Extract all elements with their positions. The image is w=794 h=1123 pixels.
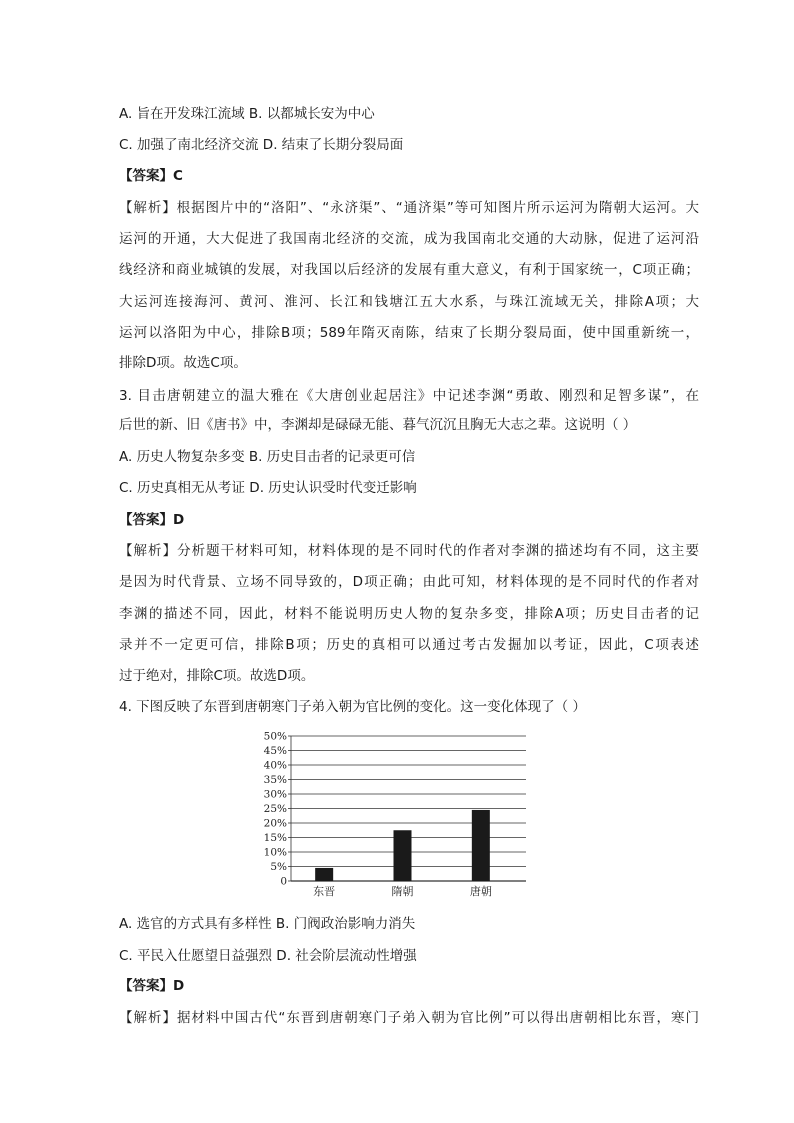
q2-opt-ab: A. 旨在开发珠江流域 B. 以都城长安为中心 [119, 106, 375, 122]
y-tick-label: 15% [263, 832, 287, 844]
q2-exp-2: 运河的开通，大大促进了我国南北经济的交流，成为我国南北交通的大动脉，促进了运河沿 [119, 231, 699, 247]
q3-exp-3: 李渊的描述不同，因此，材料不能说明历史人物的复杂多变，排除A项；历史目击者的记 [119, 606, 699, 622]
q2-exp-5: 运河以洛阳为中心，排除B项；589年隋灭南陈，结束了长期分裂局面，使中国重新统一， [119, 325, 699, 341]
bar-3 [472, 810, 490, 881]
bar-2 [394, 830, 412, 881]
y-tick-label: 25% [263, 803, 287, 815]
y-tick-label: 35% [263, 774, 287, 786]
bar-1 [315, 868, 333, 881]
q3-opt-cd: C. 历史真相无从考证 D. 历史认识受时代变迁影响 [119, 480, 417, 496]
q4-exp-1: 【解析】据材料中国古代“东晋到唐朝寒门子弟入朝为官比例”可以得出唐朝相比东晋，寒门 [119, 1010, 699, 1026]
q2-answer: 【答案】C [119, 168, 183, 184]
q4-answer: 【答案】D [119, 978, 185, 994]
q3-exp-1: 【解析】分析题干材料可知，材料体现的是不同时代的作者对李渊的描述均有不同，这主要 [119, 543, 699, 559]
y-tick-label: 40% [263, 759, 287, 772]
y-tick-label: 45% [263, 745, 287, 757]
q3-exp-4: 录并不一定更可信，排除B项；历史的真相可以通过考古发掘加以考证，因此，C项表述 [119, 637, 699, 653]
y-tick-label: 0 [280, 875, 287, 888]
y-tick-label: 10% [263, 846, 287, 859]
q2-exp-4: 大运河连接海河、黄河、淮河、长江和钱塘江五大水系，与珠江流域无关，排除A项；大 [119, 294, 699, 310]
y-tick-label: 50% [263, 730, 287, 743]
q4-opt-cd: C. 平民入仕愿望日益强烈 D. 社会阶层流动性增强 [119, 948, 417, 964]
x-tick-label: 唐朝 [469, 885, 492, 898]
q2-exp-6: 排除D项。故选C项。 [119, 355, 247, 371]
q3-exp-2: 是因为时代背景、立场不同导致的，D项正确；由此可知，材料体现的是不同时代的作者对 [119, 574, 699, 590]
q2-opt-cd: C. 加强了南北经济交流 D. 结束了长期分裂局面 [119, 137, 404, 153]
q4-opt-ab: A. 选官的方式具有多样性 B. 门阀政治影响力消失 [119, 916, 416, 932]
x-tick-label: 东晋 [313, 885, 336, 898]
bar-chart [258, 728, 538, 903]
y-tick-label: 20% [263, 817, 287, 830]
q4-stem: 4. 下图反映了东晋到唐朝寒门子弟入朝为官比例的变化。这一变化体现了（ ） [119, 699, 586, 715]
y-tick-label: 5% [270, 861, 287, 873]
q3-answer: 【答案】D [119, 512, 185, 528]
q3-stem-1: 3. 目击唐朝建立的温大雅在《大唐创业起居注》中记述李渊“勇敢、刚烈和足智多谋”，在 [119, 388, 699, 404]
y-tick-label: 30% [263, 788, 287, 801]
x-tick-label: 隋朝 [391, 885, 414, 898]
q2-exp-3: 线经济和商业城镇的发展，对我国以后经济的发展有重大意义，有利于国家统一，C项正确； [119, 262, 699, 278]
q3-opt-ab: A. 历史人物复杂多变 B. 历史目击者的记录更可信 [119, 449, 416, 465]
q3-stem-2: 后世的新、旧《唐书》中，李渊却是碌碌无能、暮气沉沉且胸无大志之辈。这说明（ ） [119, 417, 637, 433]
q2-exp-1: 【解析】根据图片中的“洛阳”、“永济渠”、“通济渠”等可知图片所示运河为隋朝大运河。大 [119, 200, 699, 216]
q3-exp-5: 过于绝对，排除C项。故选D项。 [119, 668, 315, 684]
